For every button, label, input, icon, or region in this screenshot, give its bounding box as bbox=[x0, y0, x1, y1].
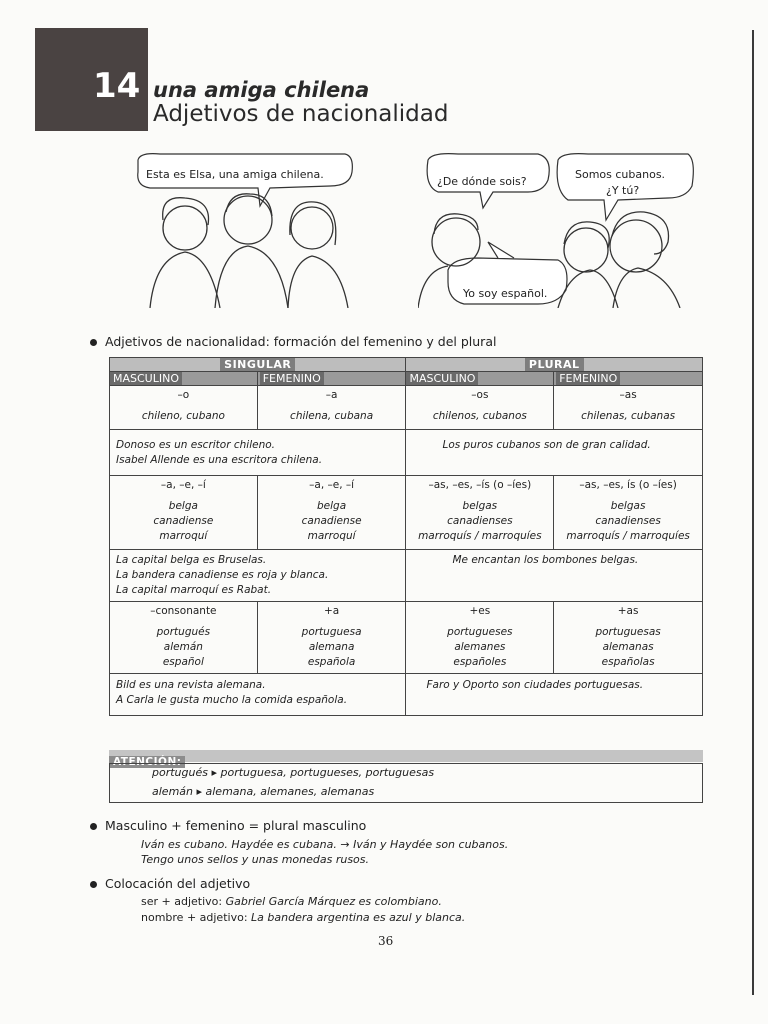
page-edge bbox=[752, 30, 754, 995]
table-header-gender bbox=[110, 372, 703, 386]
word: marroquí bbox=[307, 530, 356, 542]
chapter-title: una amiga chilena bbox=[153, 78, 370, 102]
atencion-box bbox=[109, 763, 703, 803]
word: belga bbox=[317, 500, 347, 512]
table-row-group2-forms bbox=[110, 476, 703, 550]
cell-g1-masc-sg bbox=[110, 386, 258, 430]
cell-g3-examples-left bbox=[110, 674, 406, 716]
section-heading-placement bbox=[90, 876, 250, 891]
table-row-group3-examples bbox=[110, 674, 703, 716]
header-fem-plural bbox=[554, 372, 703, 386]
header-masc-singular bbox=[110, 372, 258, 386]
section-heading-formation bbox=[90, 334, 496, 349]
word: marroquís / marroquíes bbox=[566, 530, 690, 542]
example-line: Faro y Oporto son ciudades portuguesas. bbox=[426, 679, 644, 691]
right-speech-bubble-cubans: Somos cubanos. bbox=[575, 168, 666, 181]
word: canadiense bbox=[301, 515, 362, 527]
atencion-header bbox=[109, 750, 703, 768]
word: alemana bbox=[308, 641, 355, 653]
cell-g1-examples-left bbox=[110, 430, 406, 476]
header-plural bbox=[406, 358, 703, 372]
cell-g2-examples-right bbox=[406, 550, 703, 602]
right-speech-bubble-spanish: Yo soy español. bbox=[463, 287, 548, 300]
cell-g3-fem-sg bbox=[257, 602, 406, 674]
table-row-group1-forms bbox=[110, 386, 703, 430]
ending: –as, –es, ís (o –íes) bbox=[579, 479, 677, 491]
example-line: La bandera canadiense es roja y blanca. bbox=[116, 569, 329, 581]
ending: –a bbox=[325, 389, 338, 401]
atencion-line-1: portugués ▸ portuguesa, portugueses, portuguesas bbox=[152, 766, 435, 779]
placement-lead: ser + adjetivo: bbox=[141, 895, 223, 908]
word: marroquís / marroquíes bbox=[418, 530, 542, 542]
ending: –consonante bbox=[150, 605, 217, 617]
cell-g1-masc-pl bbox=[406, 386, 554, 430]
header-fem-label: FEMENINO bbox=[260, 372, 324, 385]
chapter-subtitle: Adjetivos de nacionalidad bbox=[153, 101, 449, 127]
example-line: Los puros cubanos son de gran calidad. bbox=[442, 439, 651, 451]
right-speech-bubble-question: ¿De dónde sois? bbox=[437, 175, 527, 188]
placement-example-1 bbox=[141, 895, 442, 908]
cell-g1-examples-right bbox=[406, 430, 703, 476]
word: chileno, cubano bbox=[141, 410, 225, 422]
ending: +a bbox=[323, 605, 340, 617]
header-masc-label: MASCULINO bbox=[406, 372, 478, 385]
word: canadienses bbox=[595, 515, 661, 527]
cell-g2-masc-pl bbox=[406, 476, 554, 550]
cell-g2-fem-pl bbox=[554, 476, 703, 550]
word: chilenas, cubanas bbox=[581, 410, 676, 422]
ending: +es bbox=[469, 605, 491, 617]
cell-g2-masc-sg bbox=[110, 476, 258, 550]
cell-g3-masc-sg bbox=[110, 602, 258, 674]
example-line: A Carla le gusta mucho la comida española. bbox=[116, 694, 348, 706]
example-line: Me encantan los bombones belgas. bbox=[452, 554, 639, 566]
right-speech-bubble-and-you: ¿Y tú? bbox=[606, 184, 640, 197]
table-row-group3-forms bbox=[110, 602, 703, 674]
ending: –as, –es, –ís (o –íes) bbox=[428, 479, 532, 491]
header-plural-label: PLURAL bbox=[525, 358, 584, 371]
header-fem-label: FEMENINO bbox=[556, 372, 620, 385]
left-speech-bubble: Esta es Elsa, una amiga chilena. bbox=[146, 168, 324, 181]
atencion-line-2: alemán ▸ alemana, alemanes, alemanas bbox=[152, 785, 375, 798]
example-line: La capital belga es Bruselas. bbox=[116, 554, 267, 566]
word: chilena, cubana bbox=[290, 410, 374, 422]
ending: –os bbox=[471, 389, 489, 401]
header-singular-label: SINGULAR bbox=[220, 358, 295, 371]
plural-example-2: Tengo unos sellos y unas monedas rusos. bbox=[141, 853, 370, 866]
word: español bbox=[162, 656, 204, 668]
word: chilenos, cubanos bbox=[432, 410, 527, 422]
cell-g2-examples-left bbox=[110, 550, 406, 602]
word: alemanes bbox=[454, 641, 506, 653]
cell-g2-fem-sg bbox=[257, 476, 406, 550]
example-line: Bild es una revista alemana. bbox=[116, 679, 266, 691]
placement-text: Gabriel García Márquez es colombiano. bbox=[225, 895, 442, 908]
word: españolas bbox=[601, 656, 655, 668]
word: portuguesa bbox=[301, 626, 362, 638]
word: portugués bbox=[156, 626, 211, 638]
cell-g3-examples-right bbox=[406, 674, 703, 716]
section-heading-text: Masculino + femenino = plural masculino bbox=[105, 818, 367, 833]
table-header-number bbox=[110, 358, 703, 372]
ending: –a, –e, –í bbox=[309, 479, 355, 491]
cell-g1-fem-sg bbox=[257, 386, 406, 430]
ending: –a, –e, –í bbox=[160, 479, 206, 491]
atencion-label: ATENCIÓN: bbox=[109, 756, 185, 768]
table-row-group2-examples bbox=[110, 550, 703, 602]
bullet-icon bbox=[90, 881, 97, 888]
word: belgas bbox=[610, 500, 646, 512]
word: alemán bbox=[163, 641, 203, 653]
ending: +as bbox=[617, 605, 639, 617]
placement-lead: nombre + adjetivo: bbox=[141, 911, 248, 924]
section-heading-text: Colocación del adjetivo bbox=[105, 876, 251, 891]
ending: –as bbox=[619, 389, 637, 401]
section-heading-text: Adjetivos de nacionalidad: formación del femenino y del plural bbox=[105, 334, 497, 349]
header-masc-plural bbox=[406, 372, 554, 386]
example-line: Donoso es un escritor chileno. bbox=[116, 439, 276, 451]
bullet-icon bbox=[90, 823, 97, 830]
word: española bbox=[307, 656, 356, 668]
section-heading-plural bbox=[90, 818, 366, 833]
word: canadiense bbox=[153, 515, 214, 527]
table-row-group1-examples bbox=[110, 430, 703, 476]
word: alemanas bbox=[602, 641, 654, 653]
word: belga bbox=[168, 500, 198, 512]
nationality-table bbox=[109, 357, 703, 716]
word: marroquí bbox=[159, 530, 208, 542]
word: portuguesas bbox=[595, 626, 661, 638]
example-line: Isabel Allende es una escritora chilena. bbox=[116, 454, 323, 466]
cell-g3-fem-pl bbox=[554, 602, 703, 674]
ending: –o bbox=[177, 389, 190, 401]
header-fem-singular bbox=[257, 372, 406, 386]
word: canadienses bbox=[447, 515, 513, 527]
example-line: La capital marroquí es Rabat. bbox=[116, 584, 272, 596]
page-number: 36 bbox=[378, 934, 394, 948]
cell-g1-fem-pl bbox=[554, 386, 703, 430]
plural-example-1: Iván es cubano. Haydée es cubana. → Iván y Haydée son cubanos. bbox=[141, 838, 509, 851]
chapter-number: 14 bbox=[93, 66, 141, 106]
placement-example-2 bbox=[141, 911, 465, 924]
header-masc-label: MASCULINO bbox=[110, 372, 182, 385]
word: belgas bbox=[462, 500, 498, 512]
word: portugueses bbox=[447, 626, 513, 638]
placement-text: La bandera argentina es azul y blanca. bbox=[251, 911, 466, 924]
bullet-icon bbox=[90, 339, 97, 346]
word: españoles bbox=[453, 656, 507, 668]
cell-g3-masc-pl bbox=[406, 602, 554, 674]
header-singular bbox=[110, 358, 406, 372]
